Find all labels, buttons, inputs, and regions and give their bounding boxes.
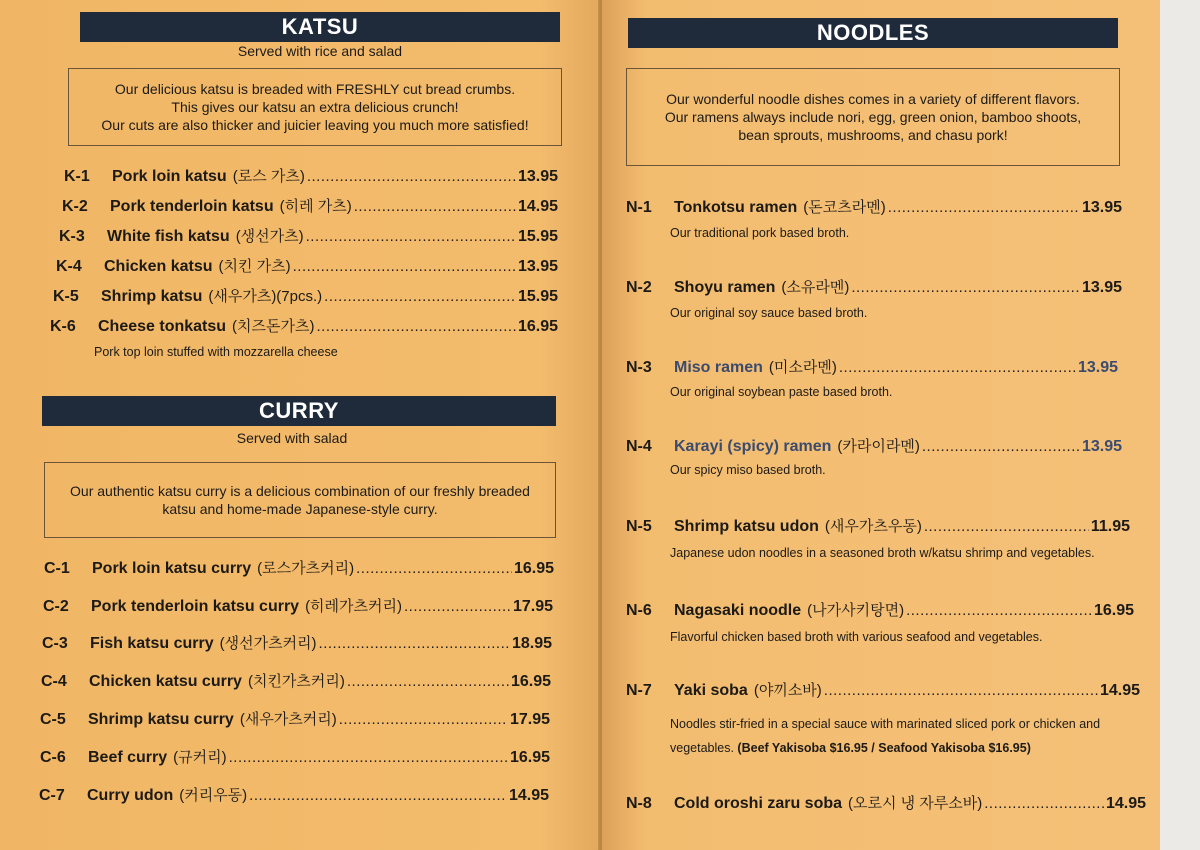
item-code: C-7 (39, 787, 65, 804)
item-code: C-6 (40, 749, 66, 766)
item-price: 14.95 (1105, 795, 1146, 812)
item-price: 17.95 (512, 598, 553, 615)
item-korean: (카라이라멘) (837, 438, 920, 455)
menu-item-k2 (62, 195, 558, 216)
item-name: Shrimp katsu curry (88, 711, 234, 728)
item-korean: (치킨가츠커리) (247, 673, 345, 690)
item-korean: (커리우동) (179, 787, 248, 804)
item-code: K-3 (59, 228, 85, 245)
menu-item-n8 (626, 792, 1146, 813)
dot-leader (306, 228, 516, 245)
item-note: Our spicy miso based broth. (670, 463, 826, 477)
menu-item-k3 (59, 225, 558, 246)
item-name: Beef curry (88, 749, 168, 766)
menu-item-c1 (44, 557, 554, 578)
item-name: Chicken katsu curry (89, 673, 242, 690)
menu-item-c4 (41, 670, 551, 691)
item-note-k6: Pork top loin stuffed with mozzarella cheese (94, 345, 338, 359)
item-name: Yaki soba (674, 682, 748, 699)
item-price: 17.95 (509, 711, 550, 728)
item-price: 13.95 (1077, 359, 1118, 376)
item-code: N-6 (626, 602, 652, 619)
dot-leader (984, 795, 1104, 812)
katsu-desc-line: Our delicious katsu is breaded with FRESHLY cut bread crumbs. (114, 81, 516, 97)
item-price: 16.95 (509, 749, 550, 766)
item-korean: (로스가츠커리) (257, 560, 355, 577)
item-price: 14.95 (508, 787, 549, 804)
item-korean: (치킨 가츠) (218, 258, 291, 275)
menu-item-k6 (50, 315, 558, 336)
item-note: Flavorful chicken based broth with various seafood and vegetables. (670, 630, 1043, 644)
item-name: Karayi (spicy) ramen (674, 438, 832, 455)
dot-leader (906, 602, 1092, 619)
item-korean: (치즈돈가츠) (232, 318, 315, 335)
item-note: Our original soybean paste based broth. (670, 385, 893, 399)
item-price: 18.95 (511, 635, 552, 652)
menu-item-n5 (626, 515, 1130, 536)
item-code: K-1 (64, 168, 90, 185)
item-korean: (생선가츠) (235, 228, 304, 245)
item-name: Curry udon (87, 787, 174, 804)
noodles-desc-line: Our wonderful noodle dishes comes in a variety of different flavors. (666, 91, 1080, 107)
item-code: N-1 (626, 199, 652, 216)
item-price: 16.95 (1093, 602, 1134, 619)
dot-leader (293, 258, 516, 275)
right-menu-page (602, 0, 1162, 850)
table-background (1160, 0, 1200, 850)
item-code: N-5 (626, 518, 652, 535)
menu-item-k4 (56, 255, 558, 276)
item-name: Cheese tonkatsu (98, 318, 227, 335)
item-price: 16.95 (517, 318, 558, 335)
menu-item-n7 (626, 679, 1140, 700)
item-korean: (새우가츠우동) (824, 518, 922, 535)
curry-desc-line: Our authentic katsu curry is a delicious combination of our freshly breaded (70, 483, 530, 499)
item-price: 13.95 (1081, 199, 1122, 216)
dot-leader (307, 168, 516, 185)
item-price: 13.95 (1081, 438, 1122, 455)
dot-leader (339, 711, 508, 728)
item-name: Pork tenderloin katsu curry (91, 598, 300, 615)
item-code: C-3 (42, 635, 68, 652)
menu-item-k5 (53, 285, 558, 306)
item-price: 15.95 (517, 288, 558, 305)
item-korean: (미소라멘) (768, 359, 837, 376)
dot-leader (404, 598, 511, 615)
curry-desc-line: katsu and home-made Japanese-style curry. (162, 501, 438, 517)
item-name: Nagasaki noodle (674, 602, 802, 619)
curry-subtitle: Served with salad (236, 430, 348, 446)
noodles-desc-line: bean sprouts, mushrooms, and chasu pork! (738, 127, 1008, 143)
item-note: Our original soy sauce based broth. (670, 306, 868, 320)
item-code: C-2 (43, 598, 69, 615)
katsu-desc-line: Our cuts are also thicker and juicier leaving you much more satisfied! (101, 117, 529, 133)
item-korean: (돈코츠라멘) (803, 199, 886, 216)
item-korean: (규커리) (173, 749, 227, 766)
item-code: N-4 (626, 438, 652, 455)
menu-item-c6 (40, 746, 550, 767)
item-price: 16.95 (510, 673, 551, 690)
noodles-description-box (626, 68, 1120, 166)
dot-leader (924, 518, 1089, 535)
item-korean: (소유라멘) (781, 279, 850, 296)
dot-leader (317, 318, 516, 335)
item-note-line2 (670, 741, 1031, 755)
item-code: K-5 (53, 288, 79, 305)
item-name: Miso ramen (674, 359, 763, 376)
item-name: Pork loin katsu (112, 168, 227, 185)
dot-leader (229, 749, 508, 766)
item-name: Shoyu ramen (674, 279, 776, 296)
curry-description-box (44, 462, 556, 538)
item-korean: (히레 가츠) (279, 198, 352, 215)
item-price: 13.95 (1081, 279, 1122, 296)
item-korean: (로스 가츠) (232, 168, 305, 185)
item-code: C-4 (41, 673, 67, 690)
item-price: 14.95 (517, 198, 558, 215)
item-code: N-7 (626, 682, 652, 699)
curry-header: CURRY (42, 396, 556, 426)
katsu-desc-line: This gives our katsu an extra delicious crunch! (171, 99, 459, 115)
item-korean: (새우가츠)(7pcs.) (208, 288, 323, 305)
item-code: K-6 (50, 318, 76, 335)
item-code: N-2 (626, 279, 652, 296)
menu-item-n2 (626, 276, 1122, 297)
dot-leader (824, 682, 1098, 699)
dot-leader (249, 787, 507, 804)
katsu-description-box (68, 68, 562, 146)
item-korean: (생선가츠커리) (219, 635, 317, 652)
item-note-bold: (Beef Yakisoba $16.95 / Seafood Yakisoba $16.95) (737, 741, 1031, 755)
item-name: Fish katsu curry (90, 635, 214, 652)
item-name: White fish katsu (107, 228, 230, 245)
item-name: Shrimp katsu (101, 288, 203, 305)
noodles-header: NOODLES (628, 18, 1118, 48)
menu-item-c7 (39, 784, 549, 805)
item-price: 16.95 (513, 560, 554, 577)
item-korean: (새우가츠커리) (239, 711, 337, 728)
item-price: 15.95 (517, 228, 558, 245)
item-note: Our traditional pork based broth. (670, 226, 850, 240)
menu-item-n1 (626, 196, 1122, 217)
item-code: K-4 (56, 258, 82, 275)
item-code: C-1 (44, 560, 70, 577)
item-name: Tonkotsu ramen (674, 199, 798, 216)
dot-leader (347, 673, 509, 690)
dot-leader (922, 438, 1080, 455)
katsu-header: KATSU (80, 12, 560, 42)
item-name: Chicken katsu (104, 258, 213, 275)
item-code: N-8 (626, 795, 652, 812)
item-price: 14.95 (1099, 682, 1140, 699)
item-name: Pork tenderloin katsu (110, 198, 274, 215)
noodles-desc-line: Our ramens always include nori, egg, green onion, bamboo shoots, (664, 109, 1082, 125)
dot-leader (354, 198, 516, 215)
menu-item-c3 (42, 632, 552, 653)
dot-leader (888, 199, 1080, 216)
dot-leader (324, 288, 516, 305)
dot-leader (319, 635, 510, 652)
menu-item-n3 (626, 356, 1118, 377)
item-code: N-3 (626, 359, 652, 376)
menu-item-c2 (43, 595, 553, 616)
dot-leader (356, 560, 512, 577)
item-korean: (야끼소바) (753, 682, 822, 699)
katsu-subtitle: Served with rice and salad (237, 43, 403, 59)
item-korean: (오로시 냉 자루소바) (848, 795, 983, 812)
menu-item-c5 (40, 708, 550, 729)
menu-item-n4 (626, 435, 1122, 456)
item-name: Cold oroshi zaru soba (674, 795, 843, 812)
item-note: Noodles stir-fried in a special sauce with marinated sliced pork or chicken and (670, 717, 1101, 731)
item-code: C-5 (40, 711, 66, 728)
item-note: Japanese udon noodles in a seasoned broth w/katsu shrimp and vegetables. (670, 546, 1095, 560)
item-price: 13.95 (517, 258, 558, 275)
menu-item-n6 (626, 599, 1134, 620)
item-korean: (히레가츠커리) (305, 598, 402, 615)
item-note-text: vegetables. (670, 741, 734, 755)
item-code: K-2 (62, 198, 88, 215)
item-name: Shrimp katsu udon (674, 518, 819, 535)
item-price: 13.95 (517, 168, 558, 185)
menu-item-k1 (64, 165, 558, 186)
dot-leader (839, 359, 1076, 376)
item-price: 11.95 (1090, 518, 1130, 535)
item-name: Pork loin katsu curry (92, 560, 252, 577)
item-korean: (나가사키탕면) (807, 602, 905, 619)
dot-leader (851, 279, 1080, 296)
